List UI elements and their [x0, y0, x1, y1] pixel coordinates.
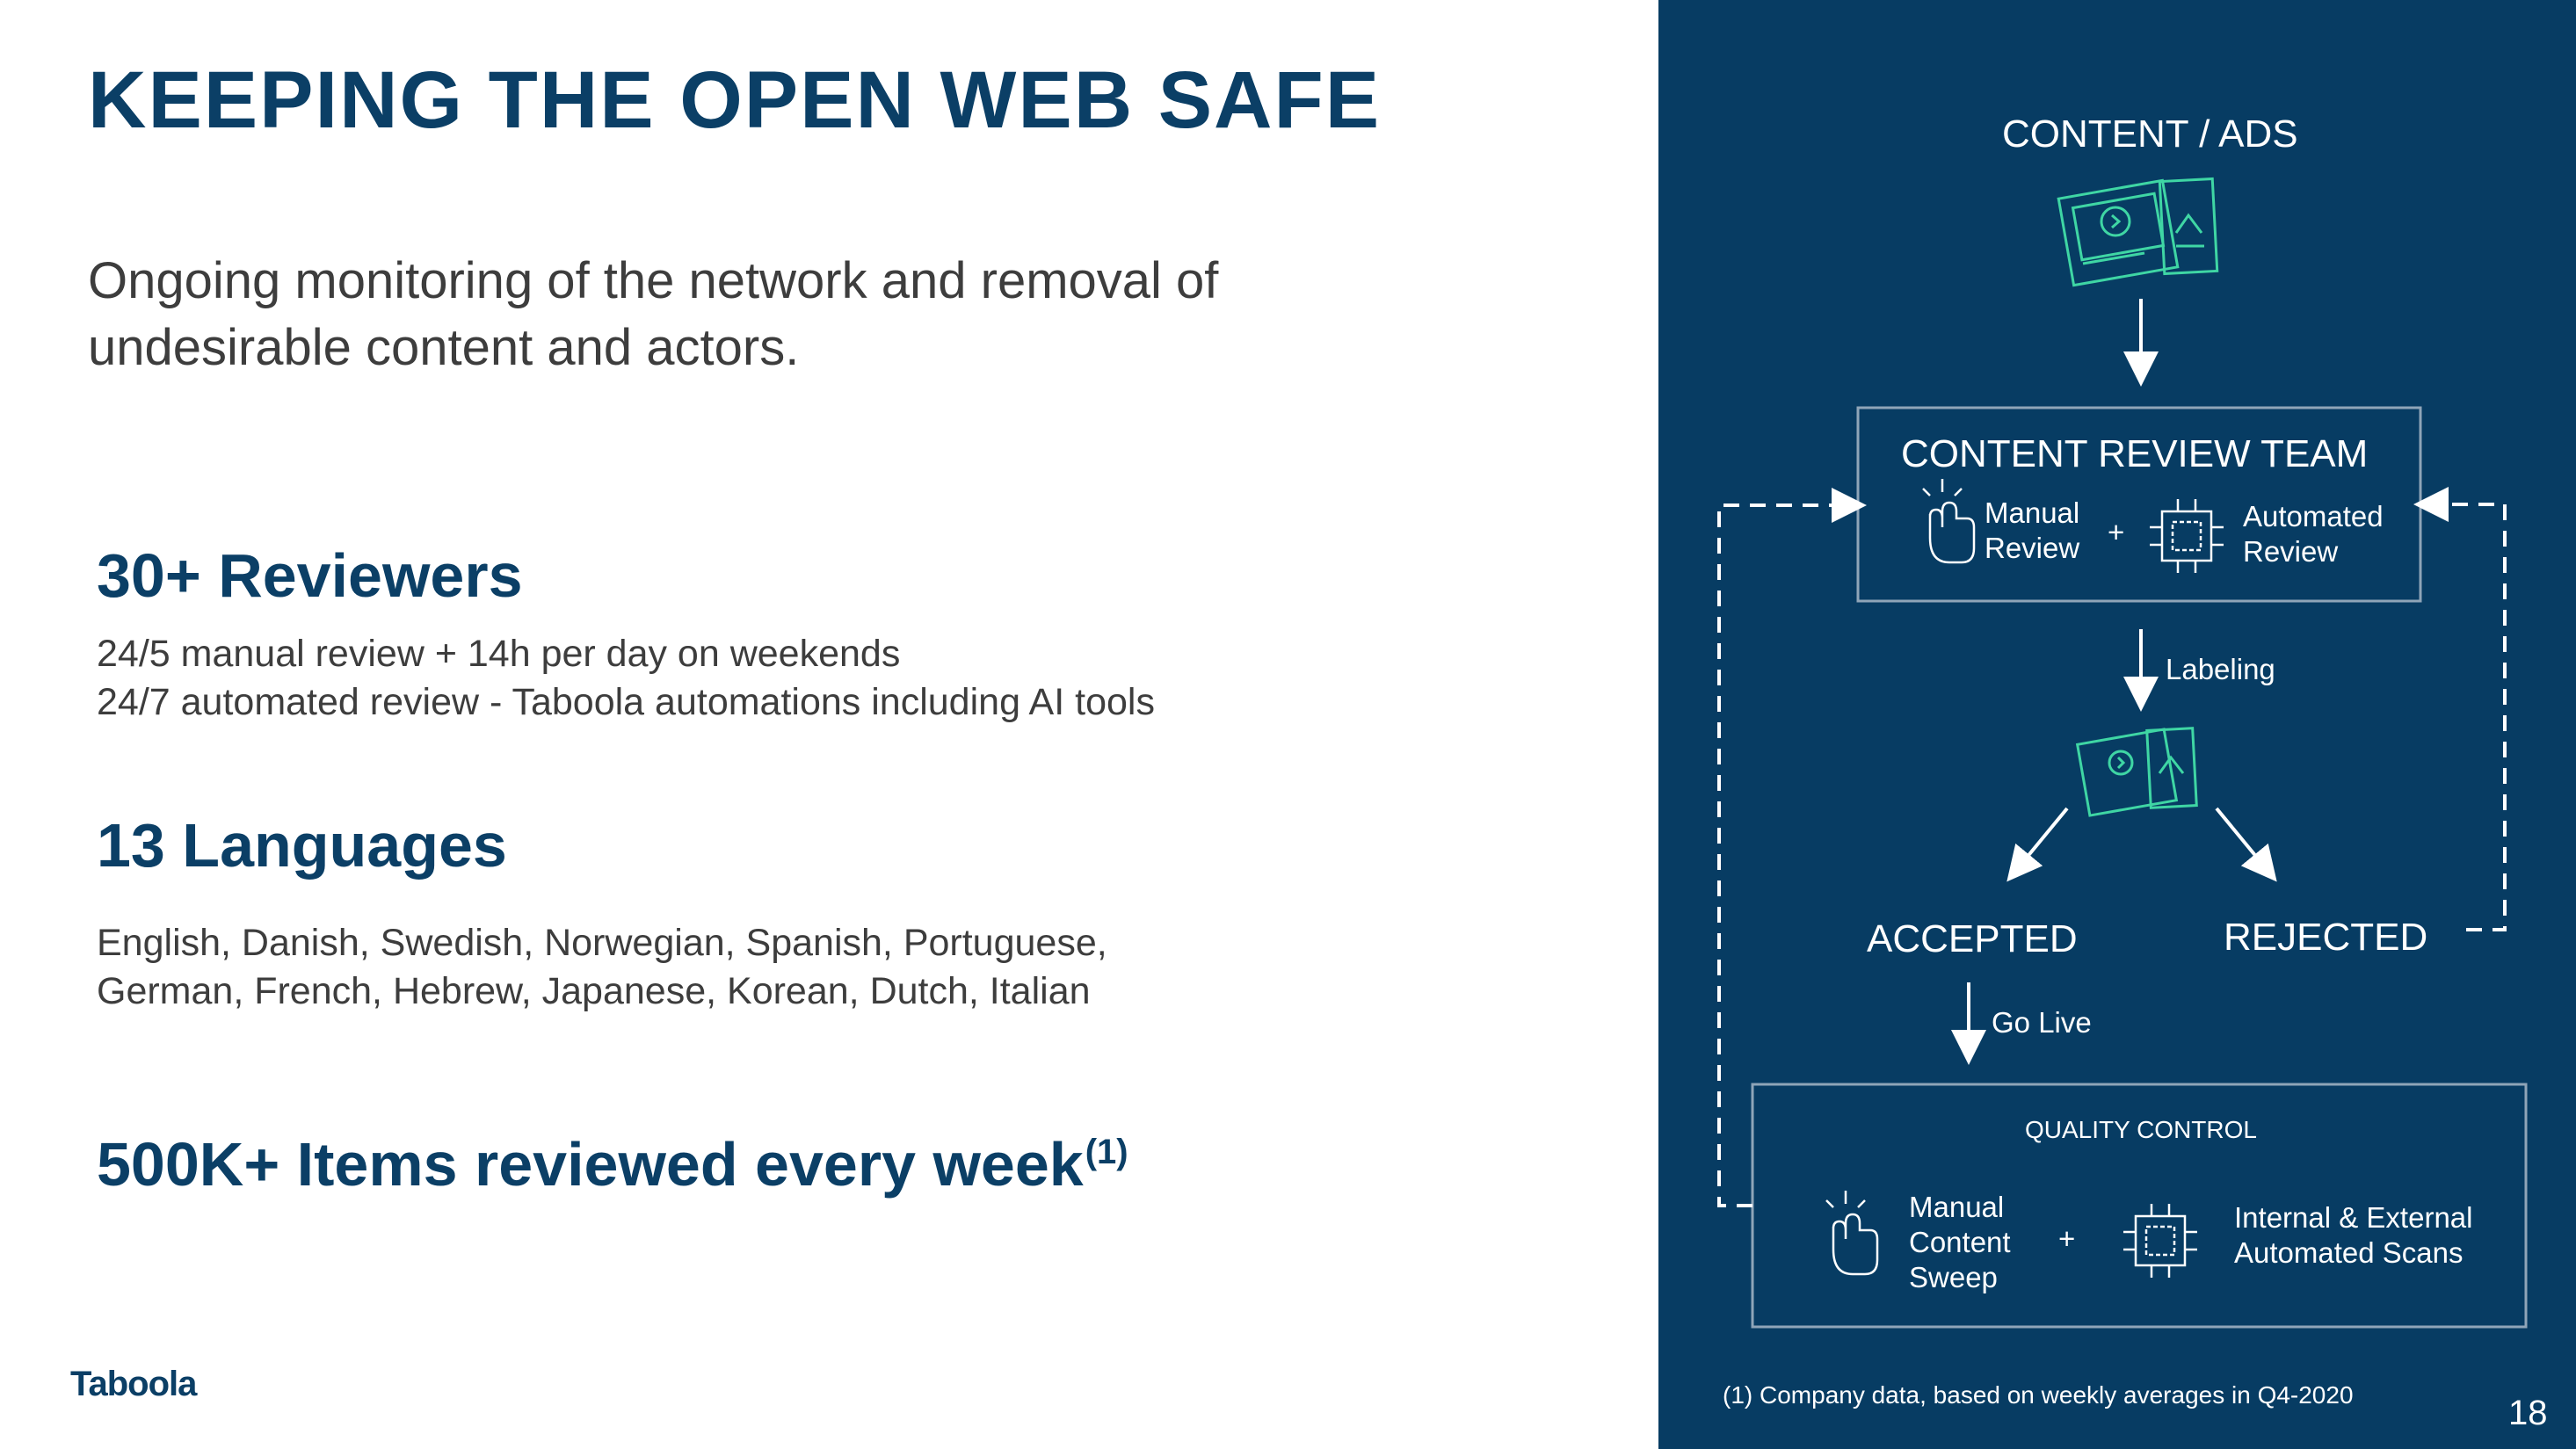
intro-line-1: Ongoing monitoring of the network and removal of: [88, 252, 1219, 309]
qc-automated-line-2: Automated Scans: [2234, 1236, 2464, 1269]
intro-line-2: undesirable content and actors.: [88, 319, 800, 376]
qc-manual-line-2: Content: [1909, 1226, 2011, 1258]
qc-automated-line-1: Internal & External: [2234, 1201, 2473, 1234]
dashed-loop-rejected-to-review: [2431, 504, 2505, 930]
labeling-label: Labeling: [2166, 653, 2275, 685]
footnote: (1) Company data, based on weekly averages in Q4-2020: [1723, 1381, 2354, 1409]
taboola-logo: Taboola: [70, 1365, 197, 1403]
go-live-label: Go Live: [1992, 1006, 2092, 1039]
page-number: 18: [2508, 1394, 2548, 1432]
qc-manual: [1909, 1190, 2011, 1295]
hand-pointer-icon-qc: [1826, 1191, 1877, 1274]
review-team-manual: [1985, 496, 2079, 566]
arrow-to-rejected: [2217, 808, 2266, 868]
labeled-content-icon: [2078, 728, 2197, 815]
review-team-automated: [2243, 499, 2384, 569]
page-title: KEEPING THE OPEN WEB SAFE: [88, 55, 1382, 145]
quality-control-title: QUALITY CONTROL: [2025, 1116, 2257, 1143]
hand-pointer-icon: [1923, 479, 1974, 562]
stat-reviewers-heading: 30+ Reviewers: [97, 541, 523, 610]
review-team-automated-line-1: Automated: [2243, 500, 2384, 533]
qc-manual-line-1: Manual: [1909, 1191, 2005, 1223]
accepted-label: ACCEPTED: [1867, 917, 2078, 960]
qc-manual-line-3: Sweep: [1909, 1261, 1998, 1293]
content-ads-icon: [2058, 179, 2217, 286]
rejected-label: REJECTED: [2224, 916, 2428, 959]
review-team-plus: +: [2108, 516, 2125, 548]
stat-languages-line-1: English, Danish, Swedish, Norwegian, Spanish, Portuguese,: [97, 922, 1107, 964]
chip-icon-qc: [2123, 1204, 2197, 1278]
content-ads-label: CONTENT / ADS: [2002, 112, 2298, 156]
stat-reviewers-line-1: 24/5 manual review + 14h per day on weekends: [97, 633, 901, 675]
stat-reviewers-line-2: 24/7 automated review - Taboola automations including AI tools: [97, 681, 1155, 723]
review-team-manual-line-2: Review: [1985, 532, 2080, 564]
stat-items-text: 500K+ Items reviewed every week: [97, 1130, 1084, 1199]
chip-icon: [2150, 499, 2224, 573]
stat-languages-heading: 13 Languages: [97, 811, 507, 880]
review-team-manual-line-1: Manual: [1985, 496, 2080, 529]
qc-plus: +: [2058, 1222, 2076, 1255]
review-team-title: CONTENT REVIEW TEAM: [1901, 432, 2369, 475]
arrow-to-accepted: [2018, 808, 2067, 868]
qc-automated: [2234, 1200, 2472, 1271]
stat-languages-line-2: German, French, Hebrew, Japanese, Korean, Dutch, Italian: [97, 970, 1091, 1012]
review-team-automated-line-2: Review: [2243, 535, 2339, 568]
footnote-marker: (1): [1085, 1133, 1128, 1171]
dashed-loop-qc-to-review: [1719, 505, 1849, 1206]
